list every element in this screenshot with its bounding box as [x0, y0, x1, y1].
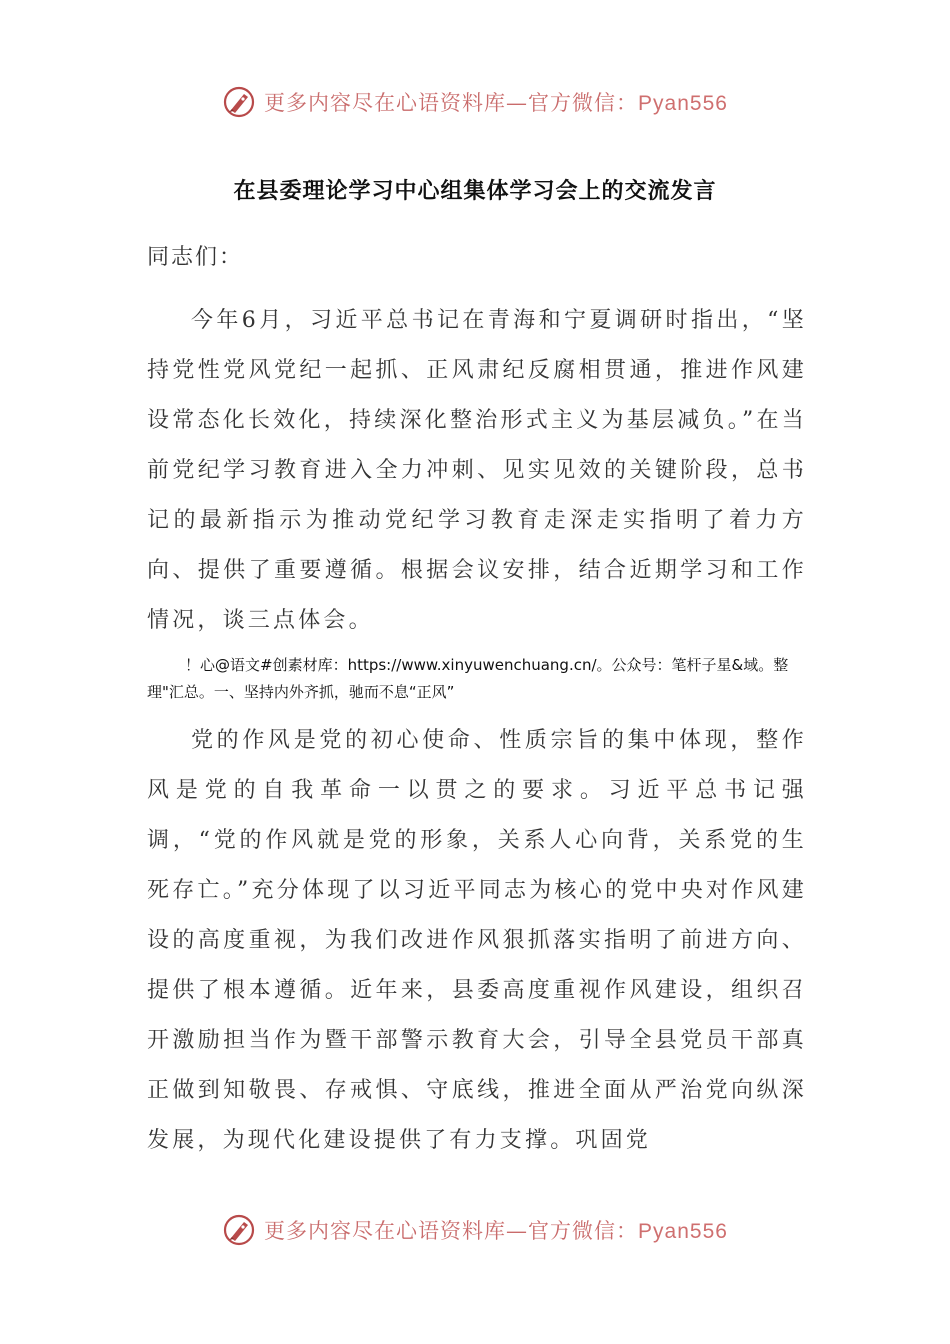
paragraph-intro: 今年6月，习近平总书记在青海和宁夏调研时指出，“坚持党性党风党纪一起抓、正风肃纪反腐相贯通，推进作风建设常态化长效化，持续深化整治形式主义为基层减负。”在当前党纪学习教育进入全力冲刺、见实见效的关键阶段，总书记的最新指示为推动党纪学习教育走深走实指明了着力方向、提供了重要遵循。根据会议安排，结合近期学习和工作情况，谈三点体会。: [147, 308, 807, 633]
paragraph-style-work: 党的作风是党的初心使命、性质宗旨的集中体现，整作风是党的自我革命一以贯之的要求。习近平总书记强调，“党的作风就是党的形象，关系人心向背，关系党的生死存亡。”充分体现了以习近平同志为核心的党中央对作风建设的高度重视，为我们改进作风狠抓落实指明了前进方向、提供了根本遵循。近年来，县委高度重视作风建设，组织召开激励担当作为暨干部警示教育大会，引导全县党员干部真正做到知敬畏、存戒惧、守底线，推进全面从严治党向纵深发展，为现代化建设提供了有力支撑。巩固党: [147, 728, 807, 1153]
source-note: ！心@语文#创素材库：https://www.xinyuwenchuang.cn/。公众号：笔杆子星&域。整理"汇总。一、坚持内外齐抓，驰而不息“正风”: [147, 656, 789, 701]
pen-nib-seal-icon: [222, 85, 256, 119]
salutation: 同志们：: [147, 245, 244, 270]
pen-nib-seal-icon: [222, 1213, 256, 1247]
wechat-id: Pyan556: [638, 1220, 728, 1243]
footer-watermark-banner: [0, 1210, 950, 1250]
document-title: 在县委理论学习中心组集体学习会上的交流发言: [233, 179, 717, 204]
watermark-text: 更多内容尽在心语资料库—官方微信：Pyan556: [264, 1219, 728, 1243]
wechat-id: Pyan556: [638, 92, 728, 115]
watermark-text: 更多内容尽在心语资料库—官方微信：Pyan556: [264, 91, 728, 115]
header-watermark-banner: [0, 82, 950, 122]
